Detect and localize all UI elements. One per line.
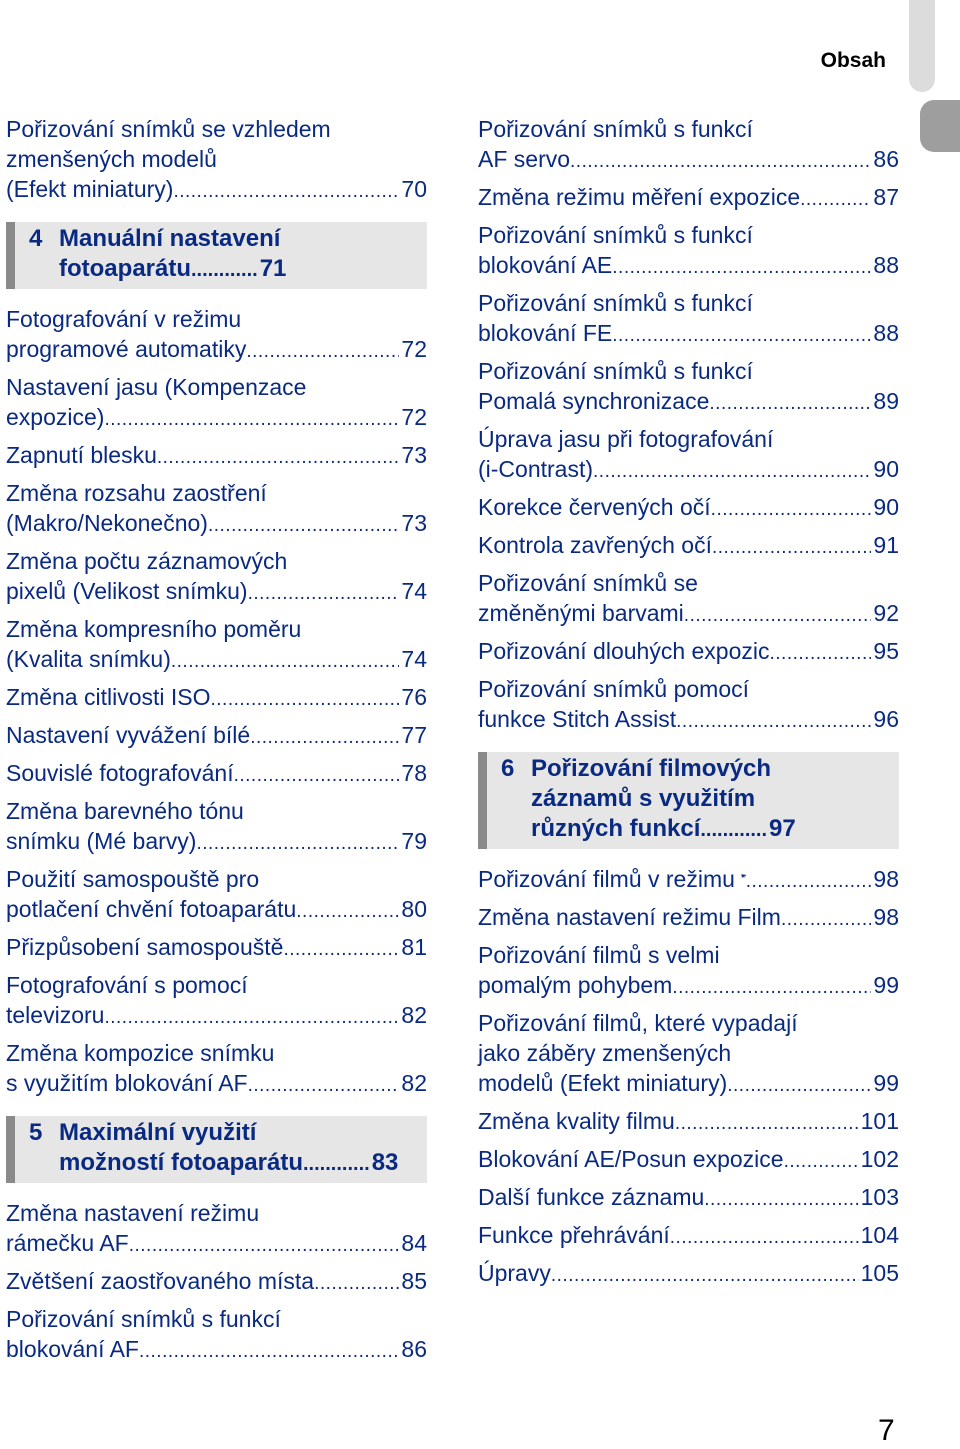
chapter-title-line: Manuální nastavení — [59, 225, 281, 252]
chapter-title-text: možností fotoaparátu — [59, 1149, 303, 1176]
toc-entry-line: Pořizování filmů, které vypadají — [478, 1010, 798, 1036]
toc-entry-title: blokování FE — [478, 320, 613, 346]
toc-entry-title: Přizpůsobení samospouště — [6, 934, 284, 960]
toc-entry-title: AF servo — [478, 146, 571, 172]
toc-entry[interactable] — [478, 864, 899, 897]
chapter-page-number: 97 — [769, 815, 796, 842]
toc-entry-last-line — [6, 576, 427, 609]
toc-entry[interactable] — [6, 796, 427, 859]
toc-entry[interactable] — [6, 1266, 427, 1299]
dot-leader — [191, 255, 258, 285]
toc-entry[interactable] — [6, 1038, 427, 1101]
chapter-title — [59, 1118, 415, 1179]
chapter-title-line: Pořizování filmových — [531, 755, 772, 782]
toc-entry-title: Pomalá synchronizace — [478, 388, 710, 414]
toc-page-number: 88 — [873, 320, 899, 346]
toc-entry[interactable] — [478, 636, 899, 669]
toc-entry[interactable] — [478, 1220, 899, 1253]
dot-leader — [675, 1109, 859, 1139]
toc-entry-title: Korekce červených očí — [478, 494, 711, 520]
toc-entry-last-line — [6, 932, 427, 965]
toc-entry-last-line — [6, 440, 427, 473]
chapter-title — [531, 754, 887, 845]
toc-page-number: 98 — [873, 904, 899, 930]
toc-page-number: 89 — [873, 388, 899, 414]
toc-entry-title: pomalým pohybem — [478, 972, 673, 998]
toc-entry-last-line — [478, 1068, 899, 1101]
toc-entry-last-line — [6, 1334, 427, 1367]
toc-entry-last-line — [478, 902, 899, 935]
toc-entry[interactable] — [478, 940, 899, 1003]
toc-page-number: 82 — [401, 1002, 427, 1028]
dot-leader — [157, 443, 400, 473]
toc-entry[interactable] — [6, 932, 427, 965]
toc-entry[interactable] — [6, 864, 427, 927]
toc-entry-title: (Kvalita snímku) — [6, 646, 171, 672]
toc-page-number: 84 — [401, 1230, 427, 1256]
toc-page-number: 78 — [401, 760, 427, 786]
toc-entry-line: Změna počtu záznamových — [6, 548, 288, 574]
chapter-title-text: fotoaparátu — [59, 255, 191, 282]
dot-leader — [196, 829, 399, 859]
toc-entry-last-line — [478, 1258, 899, 1291]
toc-entry-title: rámečku AF — [6, 1230, 129, 1256]
dot-leader — [296, 897, 399, 927]
dot-leader — [700, 815, 767, 845]
toc-page-number: 90 — [873, 494, 899, 520]
toc-entry-last-line — [478, 636, 899, 669]
toc-page-number: 74 — [401, 578, 427, 604]
dot-leader — [684, 601, 872, 631]
toc-entry[interactable] — [6, 114, 427, 207]
toc-entry[interactable] — [478, 288, 899, 351]
toc-entry-line: Pořizování snímků se — [478, 570, 698, 596]
dot-leader — [570, 147, 871, 177]
toc-page-number: 95 — [873, 638, 899, 664]
chapter-heading[interactable] — [6, 222, 427, 289]
dot-leader — [104, 1003, 399, 1033]
toc-entry[interactable] — [6, 614, 427, 677]
toc-entry[interactable] — [478, 1008, 899, 1101]
chapter-page-number: 71 — [259, 255, 287, 282]
dot-leader — [704, 1185, 858, 1215]
toc-page-number: 99 — [873, 1070, 899, 1096]
toc-entry[interactable] — [6, 1304, 427, 1367]
dot-leader — [727, 1071, 871, 1101]
toc-entry-last-line — [478, 1106, 899, 1139]
dot-leader — [246, 337, 399, 367]
toc-entry-last-line — [478, 1144, 899, 1177]
toc-entry-title: Kontrola zavřených očí — [478, 532, 712, 558]
page-tab-top — [909, 0, 935, 92]
toc-page-number: 103 — [860, 1184, 899, 1210]
toc-entry-title: Souvislé fotografování — [6, 760, 234, 786]
toc-entry-title: modelů (Efekt miniatury) — [478, 1070, 728, 1096]
toc-page-number: 70 — [401, 176, 427, 202]
toc-page-number: 86 — [401, 1336, 427, 1362]
dot-leader — [139, 1337, 399, 1367]
toc-entry[interactable] — [478, 424, 899, 487]
toc-entry-title: (Makro/Nekonečno) — [6, 510, 208, 536]
toc-entry-last-line — [6, 1068, 427, 1101]
toc-entry-title: Blokování AE/Posun expozice — [478, 1146, 784, 1172]
toc-right-column — [478, 114, 899, 1296]
chapter-title-line: Maximální využití — [59, 1119, 257, 1146]
toc-page-number: 102 — [860, 1146, 899, 1172]
dot-leader — [672, 973, 871, 1003]
dot-leader — [171, 647, 400, 677]
toc-entry[interactable] — [478, 902, 899, 935]
toc-entry-line: Pořizování snímků s funkcí — [478, 290, 753, 316]
toc-entry[interactable] — [6, 372, 427, 435]
chapter-heading-row — [501, 754, 887, 845]
toc-entry-title: Změna režimu měření expozice — [478, 184, 801, 210]
toc-entry-last-line — [478, 144, 899, 177]
dot-leader — [248, 1071, 400, 1101]
toc-page-number: 105 — [860, 1260, 899, 1286]
dot-leader — [670, 1223, 859, 1253]
dot-leader — [781, 905, 871, 935]
dot-leader — [208, 511, 399, 541]
dot-leader — [173, 177, 399, 207]
toc-entry-line: Pořizování snímků s funkcí — [478, 222, 753, 248]
toc-page-number: 101 — [860, 1108, 899, 1134]
toc-entry-last-line — [478, 386, 899, 419]
toc-entry-last-line — [6, 508, 427, 541]
toc-entry-last-line — [6, 758, 427, 791]
dot-leader — [234, 761, 400, 791]
toc-entry[interactable] — [6, 970, 427, 1033]
toc-entry[interactable] — [478, 530, 899, 563]
toc-page-number: 99 — [873, 972, 899, 998]
toc-entry-last-line — [6, 720, 427, 753]
toc-entry-title: blokování AE — [478, 252, 613, 278]
dot-leader — [612, 253, 871, 283]
toc-entry-last-line — [478, 530, 899, 563]
toc-page-number: 85 — [401, 1268, 427, 1294]
toc-entry[interactable] — [6, 304, 427, 367]
toc-entry-line: Pořizování filmů s velmi — [478, 942, 720, 968]
dot-leader — [211, 685, 400, 715]
toc-entry-title: změněnými barvami — [478, 600, 684, 626]
toc-entry-last-line — [478, 598, 899, 631]
dot-leader — [800, 185, 871, 215]
toc-entry-title: potlačení chvění fotoaparátu — [6, 896, 297, 922]
dot-leader — [551, 1261, 859, 1291]
chapter-title-last-line — [59, 254, 415, 285]
dot-leader — [104, 405, 399, 435]
toc-entry-last-line — [6, 1228, 427, 1261]
toc-entry-line: jako záběry zmenšených — [478, 1040, 732, 1066]
toc-entry-last-line — [6, 174, 427, 207]
toc-entry-last-line — [478, 182, 899, 215]
chapter-heading-row — [29, 1118, 415, 1179]
dot-leader — [250, 723, 399, 753]
toc-entry-last-line — [478, 250, 899, 283]
toc-entry[interactable] — [6, 478, 427, 541]
toc-entry-title: (Efekt miniatury) — [6, 176, 174, 202]
toc-entry-title: snímku (Mé barvy) — [6, 828, 197, 854]
toc-entry[interactable] — [6, 682, 427, 715]
dot-leader — [314, 1269, 399, 1299]
toc-entry-last-line — [478, 1182, 899, 1215]
toc-entry-line: Pořizování snímků s funkcí — [478, 358, 753, 384]
dot-leader — [709, 389, 871, 419]
toc-entry[interactable] — [478, 1182, 899, 1215]
toc-entry[interactable] — [478, 674, 899, 737]
toc-entry-line: Změna rozsahu zaostření — [6, 480, 267, 506]
toc-page-number: 104 — [860, 1222, 899, 1248]
toc-left-column — [6, 114, 427, 1372]
dot-leader — [784, 1147, 859, 1177]
chapter-title-last-line — [59, 1148, 415, 1179]
dot-leader — [303, 1149, 370, 1179]
toc-entry[interactable] — [478, 114, 899, 177]
dot-leader — [712, 533, 871, 563]
toc-page-number: 87 — [873, 184, 899, 210]
toc-entry-title: pixelů (Velikost snímku) — [6, 578, 248, 604]
toc-entry-line: Fotografování s pomocí — [6, 972, 248, 998]
toc-page-number: 73 — [401, 510, 427, 536]
toc-entry[interactable] — [6, 1198, 427, 1261]
toc-entry-last-line — [6, 1266, 427, 1299]
toc-entry-line: Pořizování snímků se vzhledem — [6, 116, 331, 142]
chapter-number: 6 — [501, 755, 515, 782]
toc-entry-title: televizoru — [6, 1002, 105, 1028]
toc-entry[interactable] — [478, 356, 899, 419]
chapter-title-last-line — [531, 814, 887, 845]
chapter-title-text: různých funkcí — [531, 815, 701, 842]
toc-page-number: 92 — [873, 600, 899, 626]
toc-entry-title: Změna kvality filmu — [478, 1108, 675, 1134]
toc-entry-last-line — [6, 682, 427, 715]
dot-leader — [248, 579, 400, 609]
dot-leader — [746, 867, 872, 897]
toc-entry[interactable] — [478, 182, 899, 215]
chapter-title — [59, 224, 415, 285]
page-tab-side — [920, 100, 960, 152]
toc-entry-title: expozice) — [6, 404, 105, 430]
toc-entry-title: Funkce přehrávání — [478, 1222, 670, 1248]
toc-entry[interactable] — [478, 568, 899, 631]
dot-leader — [283, 935, 399, 965]
toc-entry[interactable] — [6, 720, 427, 753]
toc-entry-title: Změna citlivosti ISO — [6, 684, 211, 710]
toc-page-number: 98 — [873, 866, 899, 892]
toc-entry[interactable] — [478, 1144, 899, 1177]
toc-entry-line: Pořizování snímků s funkcí — [6, 1306, 281, 1332]
dot-leader — [612, 321, 871, 351]
toc-page-number: 86 — [873, 146, 899, 172]
dot-leader — [676, 707, 871, 737]
toc-entry-line: Fotografování v režimu — [6, 306, 242, 332]
toc-entry-last-line — [478, 492, 899, 525]
toc-page-number: 73 — [401, 442, 427, 468]
toc-entry[interactable] — [6, 546, 427, 609]
chapter-number: 4 — [29, 225, 43, 252]
toc-entry[interactable] — [478, 1106, 899, 1139]
toc-entry-line: Pořizování snímků s funkcí — [478, 116, 753, 142]
toc-entry-title: (i-Contrast) — [478, 456, 594, 482]
toc-entry[interactable] — [6, 758, 427, 791]
toc-entry-last-line — [478, 970, 899, 1003]
toc-entry-line: Nastavení jasu (Kompenzace — [6, 374, 307, 400]
toc-entry-line: Změna kompresního poměru — [6, 616, 302, 642]
toc-entry-title: Pořizování filmů v režimu — [478, 866, 735, 892]
toc-page-number: 96 — [873, 706, 899, 732]
toc-entry-line: Pořizování snímků pomocí — [478, 676, 750, 702]
toc-entry-last-line — [6, 826, 427, 859]
toc-entry-title: Další funkce záznamu — [478, 1184, 705, 1210]
toc-entry-last-line — [478, 1220, 899, 1253]
toc-entry-title: Pořizování dlouhých expozic — [478, 638, 770, 664]
dot-leader — [129, 1231, 400, 1261]
toc-entry-last-line — [6, 402, 427, 435]
toc-page-number: 72 — [401, 404, 427, 430]
toc-entry-title: Zapnutí blesku — [6, 442, 157, 468]
dot-leader — [593, 457, 871, 487]
toc-entry-last-line — [6, 894, 427, 927]
toc-page-number: 80 — [401, 896, 427, 922]
toc-entry-line: Úprava jasu při fotografování — [478, 426, 774, 452]
chapter-page-number: 83 — [371, 1149, 399, 1176]
toc-entry-title: programové automatiky — [6, 336, 247, 362]
toc-entry-last-line — [478, 454, 899, 487]
toc-entry-title: Změna nastavení režimu Film — [478, 904, 781, 930]
toc-page-number: 77 — [401, 722, 427, 748]
toc-entry-last-line — [6, 644, 427, 677]
toc-entry-last-line — [6, 334, 427, 367]
toc-entry-last-line — [478, 318, 899, 351]
chapter-number: 5 — [29, 1119, 43, 1146]
toc-page-number: 79 — [401, 828, 427, 854]
dot-leader — [770, 639, 872, 669]
toc-page-number: 76 — [401, 684, 427, 710]
toc-entry-title: funkce Stitch Assist — [478, 706, 677, 732]
toc-entry[interactable] — [478, 492, 899, 525]
page-header-title: Obsah — [820, 49, 886, 72]
toc-entry-line: Použití samospouště pro — [6, 866, 260, 892]
toc-entry-title: Zvětšení zaostřovaného místa — [6, 1268, 315, 1294]
toc-entry[interactable] — [478, 220, 899, 283]
toc-entry-last-line — [6, 1000, 427, 1033]
dot-leader — [711, 495, 872, 525]
toc-entry-title: Nastavení vyvážení bílé — [6, 722, 251, 748]
page-number: 7 — [878, 1414, 895, 1447]
chapter-title-line: záznamů s využitím — [531, 785, 756, 812]
toc-entry-line: Změna kompozice snímku — [6, 1040, 275, 1066]
toc-entry-title: Úpravy — [478, 1260, 551, 1286]
toc-page-number: 91 — [873, 532, 899, 558]
toc-entry[interactable] — [6, 440, 427, 473]
toc-entry-line: Změna nastavení režimu — [6, 1200, 260, 1226]
toc-page-number: 88 — [873, 252, 899, 278]
toc-entry-line: Změna barevného tónu — [6, 798, 244, 824]
toc-page-number: 90 — [873, 456, 899, 482]
toc-entry-title: blokování AF — [6, 1336, 139, 1362]
toc-entry[interactable] — [478, 1258, 899, 1291]
toc-entry-last-line — [478, 864, 899, 897]
toc-page-number: 82 — [401, 1070, 427, 1096]
toc-page-number: 81 — [401, 934, 427, 960]
toc-entry-title: s využitím blokování AF — [6, 1070, 248, 1096]
chapter-heading[interactable] — [478, 752, 899, 849]
toc-entry-line: zmenšených modelů — [6, 146, 217, 172]
chapter-heading[interactable] — [6, 1116, 427, 1183]
toc-page-number: 72 — [401, 336, 427, 362]
chapter-heading-row — [29, 224, 415, 285]
toc-entry-last-line — [478, 704, 899, 737]
toc-page-number: 74 — [401, 646, 427, 672]
